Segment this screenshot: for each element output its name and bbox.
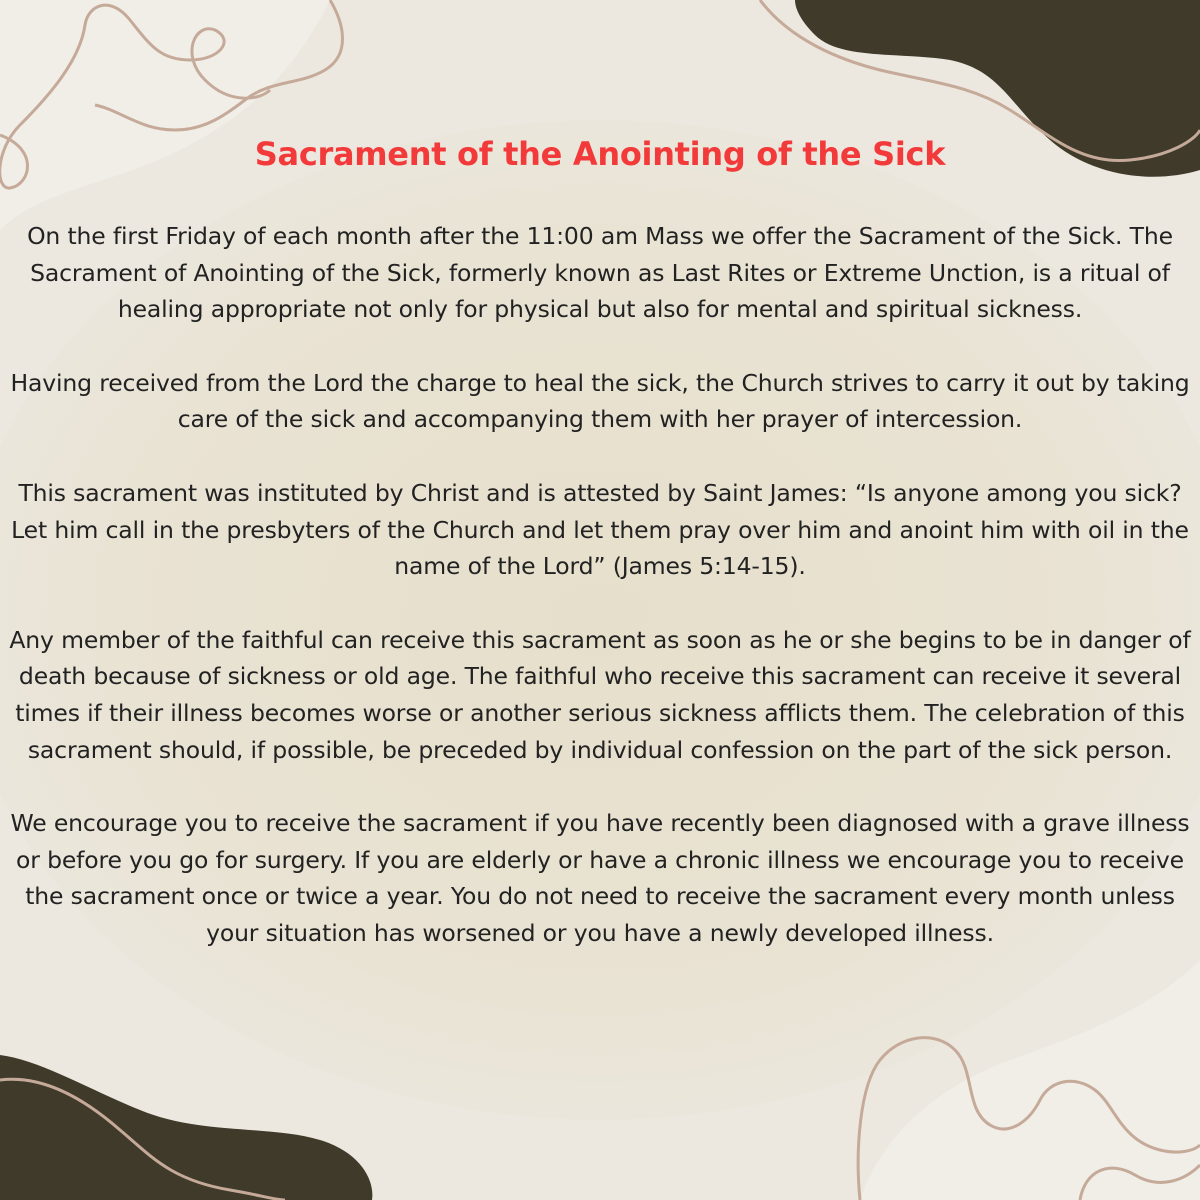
paragraph-who-can-receive: Any member of the faithful can receive this sacrament as soon as he or she begins to be in danger of death because of sickness or old age. The faithful who receive this sacrament can receive it several times if their illness becomes worse or another serious sickness afflicts them. The celebration of this sacrament should, if possible, be preceded by individual confession on the part of the sick person. [9,625,1191,764]
content-block [0,130,1200,989]
paragraph-intro: On the first Friday of each month after the 11:00 am Mass we offer the Sacrament of the Sick. The Sacrament of Anointing of the Sick, formerly known as Last Rites or Extreme Unction, is a ritual of healing appropriate not only for physical but also for mental and spiritual sickness. [27,222,1173,324]
page-title: Sacrament of the Anointing of the Sick [254,135,946,173]
paragraph-saint-james: This sacrament was instituted by Christ and is attested by Saint James: “Is anyone among you sick? Let him call in the presbyters of the Church and let them pray over him and anoint him with oil in the name of the Lord” (James 5:14-15). [11,478,1189,581]
paragraph-church-charge: Having received from the Lord the charge to heal the sick, the Church strives to carry it out by taking care of the sick and accompanying them with her prayer of intercession. [10,368,1190,434]
paragraph-encouragement: We encourage you to receive the sacrament if you have recently been diagnosed with a grave illness or before you go for surgery. If you are elderly or have a chronic illness we encourage you to receive the sacrament once or twice a year. You do not need to receive the sacrament every month unless your situation has worsened or you have a newly developed illness. [10,809,1190,947]
